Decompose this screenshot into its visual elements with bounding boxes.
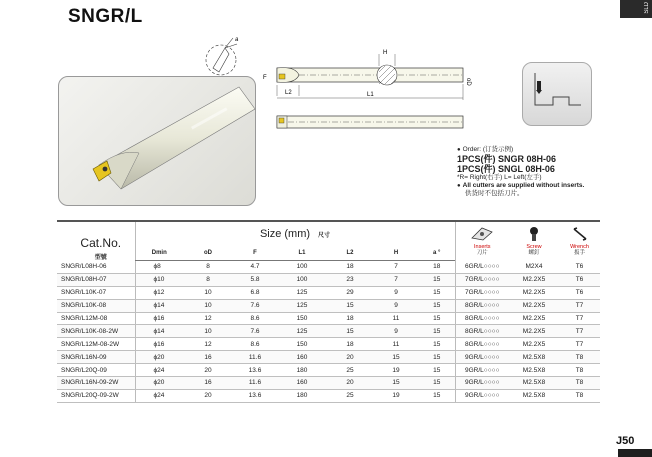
table-cell: M2.2X5 — [509, 338, 559, 351]
wrench-header: Wrench 扳手 — [559, 221, 600, 261]
table-cell: ϕ16 — [135, 312, 183, 325]
table-cell: 7 — [373, 261, 419, 274]
table-cell: 125 — [277, 325, 327, 338]
table-cell: 20 — [183, 389, 233, 402]
section-tab: SLD — [620, 0, 652, 18]
table-cell: 18 — [327, 312, 373, 325]
table-cell: 19 — [373, 364, 419, 377]
order-line-1: 1PCS(件) SNGR 08H-06 — [457, 154, 557, 164]
table-cell: 100 — [277, 261, 327, 274]
table-cell: 7 — [373, 273, 419, 286]
table-cell: ϕ24 — [135, 364, 183, 377]
size-header: Size (mm) 尺寸 — [135, 221, 455, 246]
table-cell: 11 — [373, 312, 419, 325]
table-cell: 5.8 — [233, 273, 277, 286]
table-cell: 7GR/L○○○○ — [455, 273, 509, 286]
table-cell: 15 — [419, 325, 455, 338]
catno-header: Cat.No. 型號 — [57, 221, 135, 261]
table-cell: 9 — [373, 325, 419, 338]
col-od: oD — [183, 246, 233, 261]
table-cell: M2.5X8 — [509, 389, 559, 402]
table-row — [57, 299, 600, 312]
table-cell: 15 — [419, 351, 455, 364]
table-row — [57, 312, 600, 325]
table-cell: 15 — [419, 338, 455, 351]
table-cell: 18 — [327, 338, 373, 351]
table-cell: 9 — [373, 286, 419, 299]
table-row — [57, 351, 600, 364]
table-cell: ϕ20 — [135, 377, 183, 390]
table-cell: M2.2X5 — [509, 312, 559, 325]
col-dmin: Dmin — [135, 246, 183, 261]
table-cell: 150 — [277, 338, 327, 351]
table-cell: 9GR/L○○○○ — [455, 389, 509, 402]
table-cell: M2.2X5 — [509, 299, 559, 312]
cat-no-cell: SNGR/L20Q-09 — [57, 364, 135, 377]
table-cell: 11.6 — [233, 351, 277, 364]
col-h: H — [373, 246, 419, 261]
l1-label: L1 — [367, 92, 374, 98]
table-cell: 15 — [373, 351, 419, 364]
table-cell: 160 — [277, 351, 327, 364]
table-row — [57, 261, 600, 274]
table-row — [57, 364, 600, 377]
table-cell: 9GR/L○○○○ — [455, 364, 509, 377]
table-cell: ϕ8 — [135, 261, 183, 274]
table-cell: ϕ12 — [135, 286, 183, 299]
table-cell: 100 — [277, 273, 327, 286]
table-cell: 180 — [277, 364, 327, 377]
table-cell: 8.6 — [233, 338, 277, 351]
table-row — [57, 377, 600, 390]
order-line-2: 1PCS(件) SNGL 08H-06 — [457, 164, 555, 174]
table-cell: T8 — [559, 377, 600, 390]
table-cell: 9GR/L○○○○ — [455, 377, 509, 390]
col-l1: L1 — [277, 246, 327, 261]
table-cell: M2.2X5 — [509, 325, 559, 338]
table-cell: M2.5X8 — [509, 364, 559, 377]
table-cell: 20 — [327, 377, 373, 390]
table-cell: 10 — [183, 286, 233, 299]
table-cell: 15 — [419, 286, 455, 299]
angle-label: a — [235, 37, 239, 43]
table-cell: T6 — [559, 261, 600, 274]
order-line-3: *R= Right(右手) L= Left(左手) — [457, 174, 542, 181]
table-cell: T7 — [559, 312, 600, 325]
table-cell: 7.6 — [233, 325, 277, 338]
table-cell: T8 — [559, 351, 600, 364]
table-cell: 11.6 — [233, 377, 277, 390]
h-label: H — [383, 50, 388, 56]
table-cell: T7 — [559, 299, 600, 312]
spec-rows — [57, 261, 600, 403]
table-cell: 8.6 — [233, 312, 277, 325]
table-cell: 15 — [327, 325, 373, 338]
table-cell: 15 — [419, 312, 455, 325]
cat-no-cell: SNGR/L12M-08-2W — [57, 338, 135, 351]
table-cell: 23 — [327, 273, 373, 286]
cat-no-cell: SNGR/L20Q-09-2W — [57, 389, 135, 402]
table-cell: T7 — [559, 325, 600, 338]
table-cell: 20 — [183, 364, 233, 377]
table-cell: 7.6 — [233, 299, 277, 312]
table-cell: 7GR/L○○○○ — [455, 286, 509, 299]
table-cell: M2X4 — [509, 261, 559, 274]
table-row — [57, 338, 600, 351]
table-cell: 9GR/L○○○○ — [455, 351, 509, 364]
cat-no-cell: SNGR/L10K-08 — [57, 299, 135, 312]
table-cell: 8 — [183, 261, 233, 274]
col-l2: L2 — [327, 246, 373, 261]
table-cell: M2.5X8 — [509, 351, 559, 364]
cat-no-cell: SNGR/L08H-06 — [57, 261, 135, 274]
boring-detail-inset — [522, 62, 592, 126]
table-cell: 15 — [419, 377, 455, 390]
table-cell: ϕ24 — [135, 389, 183, 402]
table-cell: 8GR/L○○○○ — [455, 312, 509, 325]
cat-no-cell: SNGR/L10K-08-2W — [57, 325, 135, 338]
table-cell: T8 — [559, 364, 600, 377]
l2-label: L2 — [285, 90, 292, 96]
angle-detail — [206, 38, 237, 75]
table-cell: ϕ16 — [135, 338, 183, 351]
f-label: F — [263, 75, 267, 81]
table-cell: 16 — [183, 351, 233, 364]
table-cell: ϕ14 — [135, 299, 183, 312]
screw-header: Screw 螺釘 — [509, 221, 559, 261]
table-cell: 6.8 — [233, 286, 277, 299]
screw-icon — [525, 226, 543, 242]
inserts-icon — [469, 226, 495, 242]
table-cell: 18 — [419, 261, 455, 274]
cat-no-cell: SNGR/L12M-08 — [57, 312, 135, 325]
table-row — [57, 273, 600, 286]
table-cell: 125 — [277, 299, 327, 312]
table-cell: M2.5X8 — [509, 377, 559, 390]
table-cell: 20 — [327, 351, 373, 364]
page-title: SNGR/L — [68, 6, 143, 27]
table-cell: M2.2X5 — [509, 273, 559, 286]
table-cell: 6GR/L○○○○ — [455, 261, 509, 274]
cat-no-cell: SNGR/L16N-09-2W — [57, 377, 135, 390]
table-cell: 10 — [183, 325, 233, 338]
table-cell: 25 — [327, 389, 373, 402]
table-cell: T8 — [559, 389, 600, 402]
table-cell: ϕ20 — [135, 351, 183, 364]
table-cell: 8 — [183, 273, 233, 286]
table-cell: 13.6 — [233, 389, 277, 402]
col-angle: a ° — [419, 246, 455, 261]
table-row — [57, 286, 600, 299]
order-note-cn: 供货时不包括刀片。 — [465, 190, 524, 197]
product-photo — [58, 76, 256, 206]
page-number: J50 — [616, 435, 635, 447]
table-cell: 9 — [373, 299, 419, 312]
table-row — [57, 389, 600, 402]
table-cell: M2.2X5 — [509, 286, 559, 299]
table-cell: 10 — [183, 299, 233, 312]
order-note: All cutters are supplied without inserts. — [462, 182, 585, 189]
table-cell: 4.7 — [233, 261, 277, 274]
table-cell: 8GR/L○○○○ — [455, 338, 509, 351]
technical-drawing — [235, 32, 475, 138]
order-label: Order — [462, 146, 480, 153]
table-cell: 15 — [419, 299, 455, 312]
table-cell: 16 — [183, 377, 233, 390]
table-cell: 15 — [419, 364, 455, 377]
table-cell: 15 — [419, 273, 455, 286]
table-cell: 29 — [327, 286, 373, 299]
table-cell: 12 — [183, 338, 233, 351]
page-bar — [618, 449, 652, 457]
table-cell: 13.6 — [233, 364, 277, 377]
order-info: ● Order: (订货示例) 1PCS(件) SNGR 08H-06 1PCS(件) SNGL 08H-06 *R= Right(右手) L= Left(左手) ● All cutters are supplied without inserts. 供货时不包括刀片。 — [457, 146, 585, 197]
cat-no-cell: SNGR/L10K-07 — [57, 286, 135, 299]
table-cell: 180 — [277, 389, 327, 402]
table-cell: 11 — [373, 338, 419, 351]
cat-no-cell: SNGR/L08H-07 — [57, 273, 135, 286]
table-cell: 15 — [327, 299, 373, 312]
table-cell: 19 — [373, 389, 419, 402]
table-cell: 8GR/L○○○○ — [455, 299, 509, 312]
wrench-icon — [571, 226, 589, 242]
table-cell: 12 — [183, 312, 233, 325]
spec-table — [57, 220, 600, 403]
table-cell: 25 — [327, 364, 373, 377]
table-cell: T7 — [559, 338, 600, 351]
table-row — [57, 325, 600, 338]
table-cell: T6 — [559, 273, 600, 286]
cat-no-cell: SNGR/L16N-09 — [57, 351, 135, 364]
table-cell: ϕ10 — [135, 273, 183, 286]
inserts-header: Inserts 刀片 — [455, 221, 509, 261]
table-cell: 15 — [419, 389, 455, 402]
table-cell: 125 — [277, 286, 327, 299]
table-cell: 15 — [373, 377, 419, 390]
table-cell: T6 — [559, 286, 600, 299]
table-cell: 8GR/L○○○○ — [455, 325, 509, 338]
table-cell: ϕ14 — [135, 325, 183, 338]
col-f: F — [233, 246, 277, 261]
table-cell: 18 — [327, 261, 373, 274]
boring-bar-illustration — [59, 77, 255, 205]
table-cell: 160 — [277, 377, 327, 390]
table-cell: 150 — [277, 312, 327, 325]
d-label: oD — [465, 78, 471, 86]
